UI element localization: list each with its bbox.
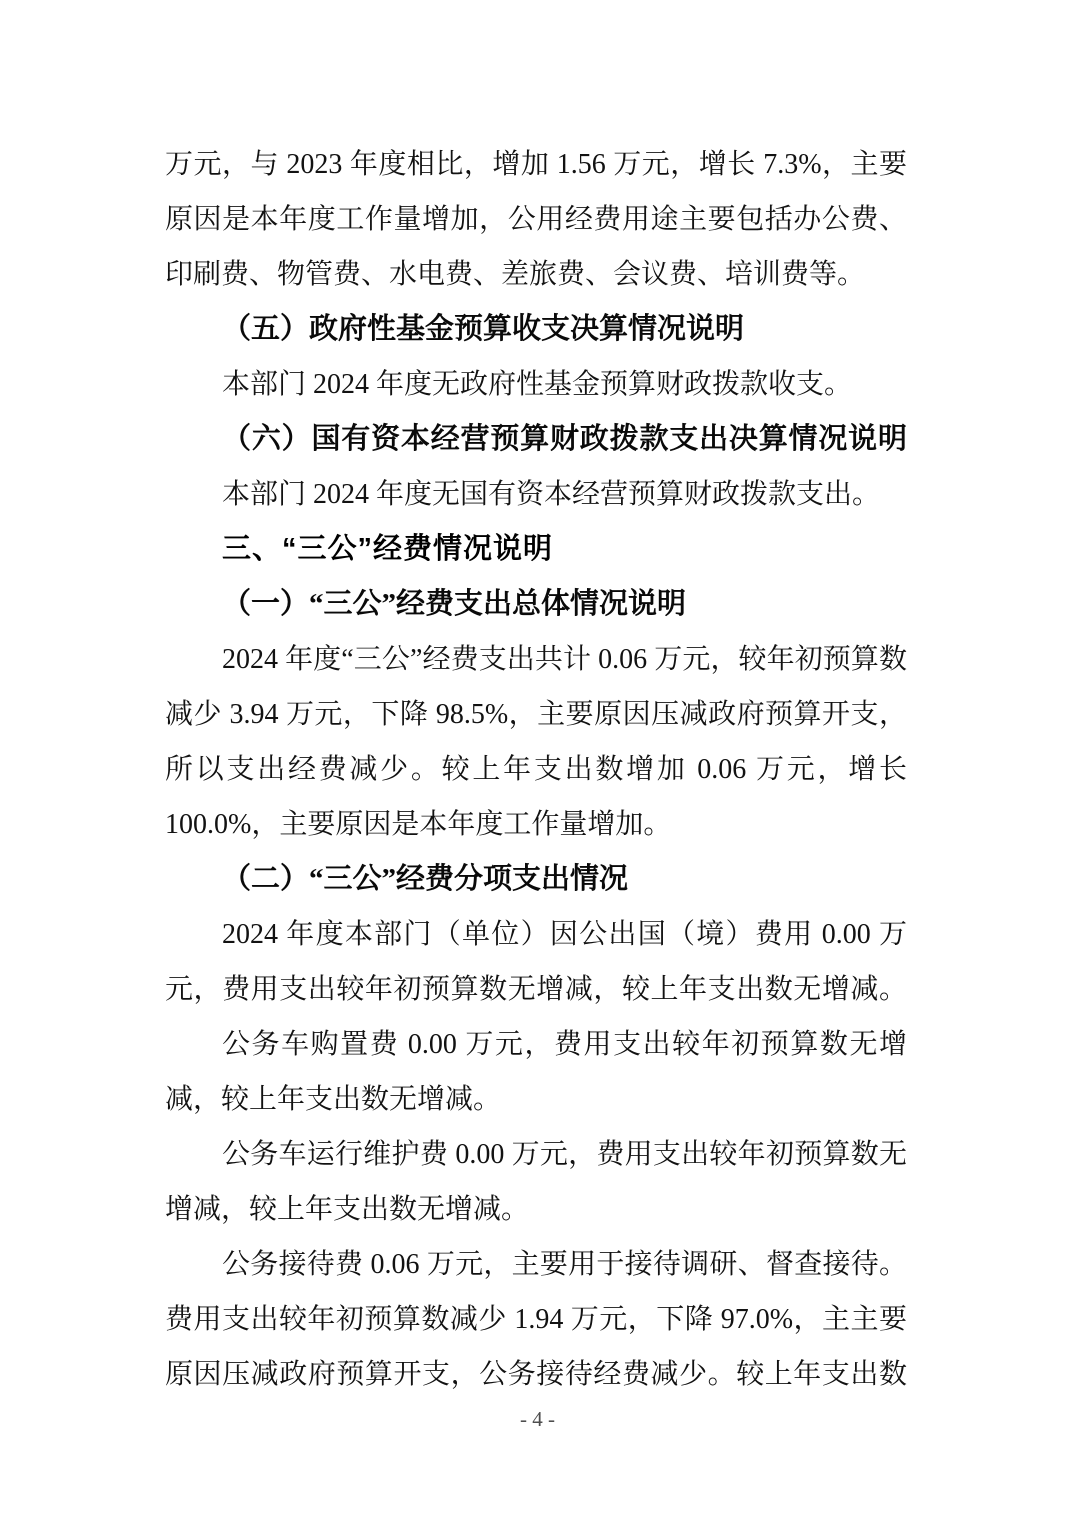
text-line: 增减，较上年支出数无增减。 bbox=[165, 1194, 530, 1225]
page-number: - 4 - bbox=[520, 1407, 555, 1431]
text-line: 2024 年度本部门（单位）因公出国（境）费用 0.00 万 bbox=[222, 919, 907, 950]
text-line: 费用支出较年初预算数减少 1.94 万元，下降 97.0%，主主要 bbox=[165, 1304, 907, 1335]
text-line: 本部门 2024 年度无政府性基金预算财政拨款收支。 bbox=[222, 369, 853, 400]
text-line: 减，较上年支出数无增减。 bbox=[165, 1084, 502, 1115]
text-line: 公务车购置费 0.00 万元，费用支出较年初预算数无增 bbox=[222, 1029, 907, 1060]
section-heading: （二）“三公”经费分项支出情况 bbox=[222, 863, 629, 895]
text-line: 减少 3.94 万元，下降 98.5%，主要原因压减政府预算开支， bbox=[165, 699, 907, 730]
document-body bbox=[165, 137, 907, 1402]
text-line: 万元，与 2023 年度相比，增加 1.56 万元，增长 7.3%，主要 bbox=[165, 149, 907, 180]
text-line: 公务接待费 0.06 万元，主要用于接待调研、督查接待。 bbox=[222, 1249, 907, 1280]
text-line: 100.0%，主要原因是本年度工作量增加。 bbox=[165, 809, 672, 840]
section-heading: 三、“三公”经费情况说明 bbox=[222, 533, 554, 565]
text-line: 本部门 2024 年度无国有资本经营预算财政拨款支出。 bbox=[222, 479, 881, 510]
text-line: 印刷费、物管费、水电费、差旅费、会议费、培训费等。 bbox=[165, 259, 866, 290]
text-line: 元，费用支出较年初预算数无增减，较上年支出数无增减。 bbox=[165, 974, 907, 1005]
section-heading: （五）政府性基金预算收支决算情况说明 bbox=[222, 313, 745, 345]
text-line: 所以支出经费减少。较上年支出数增加 0.06 万元，增长 bbox=[165, 754, 907, 785]
section-heading: （一）“三公”经费支出总体情况说明 bbox=[222, 588, 687, 620]
text-line: 2024 年度“三公”经费支出共计 0.06 万元，较年初预算数 bbox=[222, 644, 907, 675]
section-heading: （六）国有资本经营预算财政拨款支出决算情况说明 bbox=[222, 423, 907, 455]
text-line: 原因是本年度工作量增加，公用经费用途主要包括办公费、 bbox=[165, 204, 907, 235]
text-line: 原因压减政府预算开支，公务接待经费减少。较上年支出数 bbox=[165, 1359, 907, 1390]
text-line: 公务车运行维护费 0.00 万元，费用支出较年初预算数无 bbox=[222, 1139, 907, 1170]
